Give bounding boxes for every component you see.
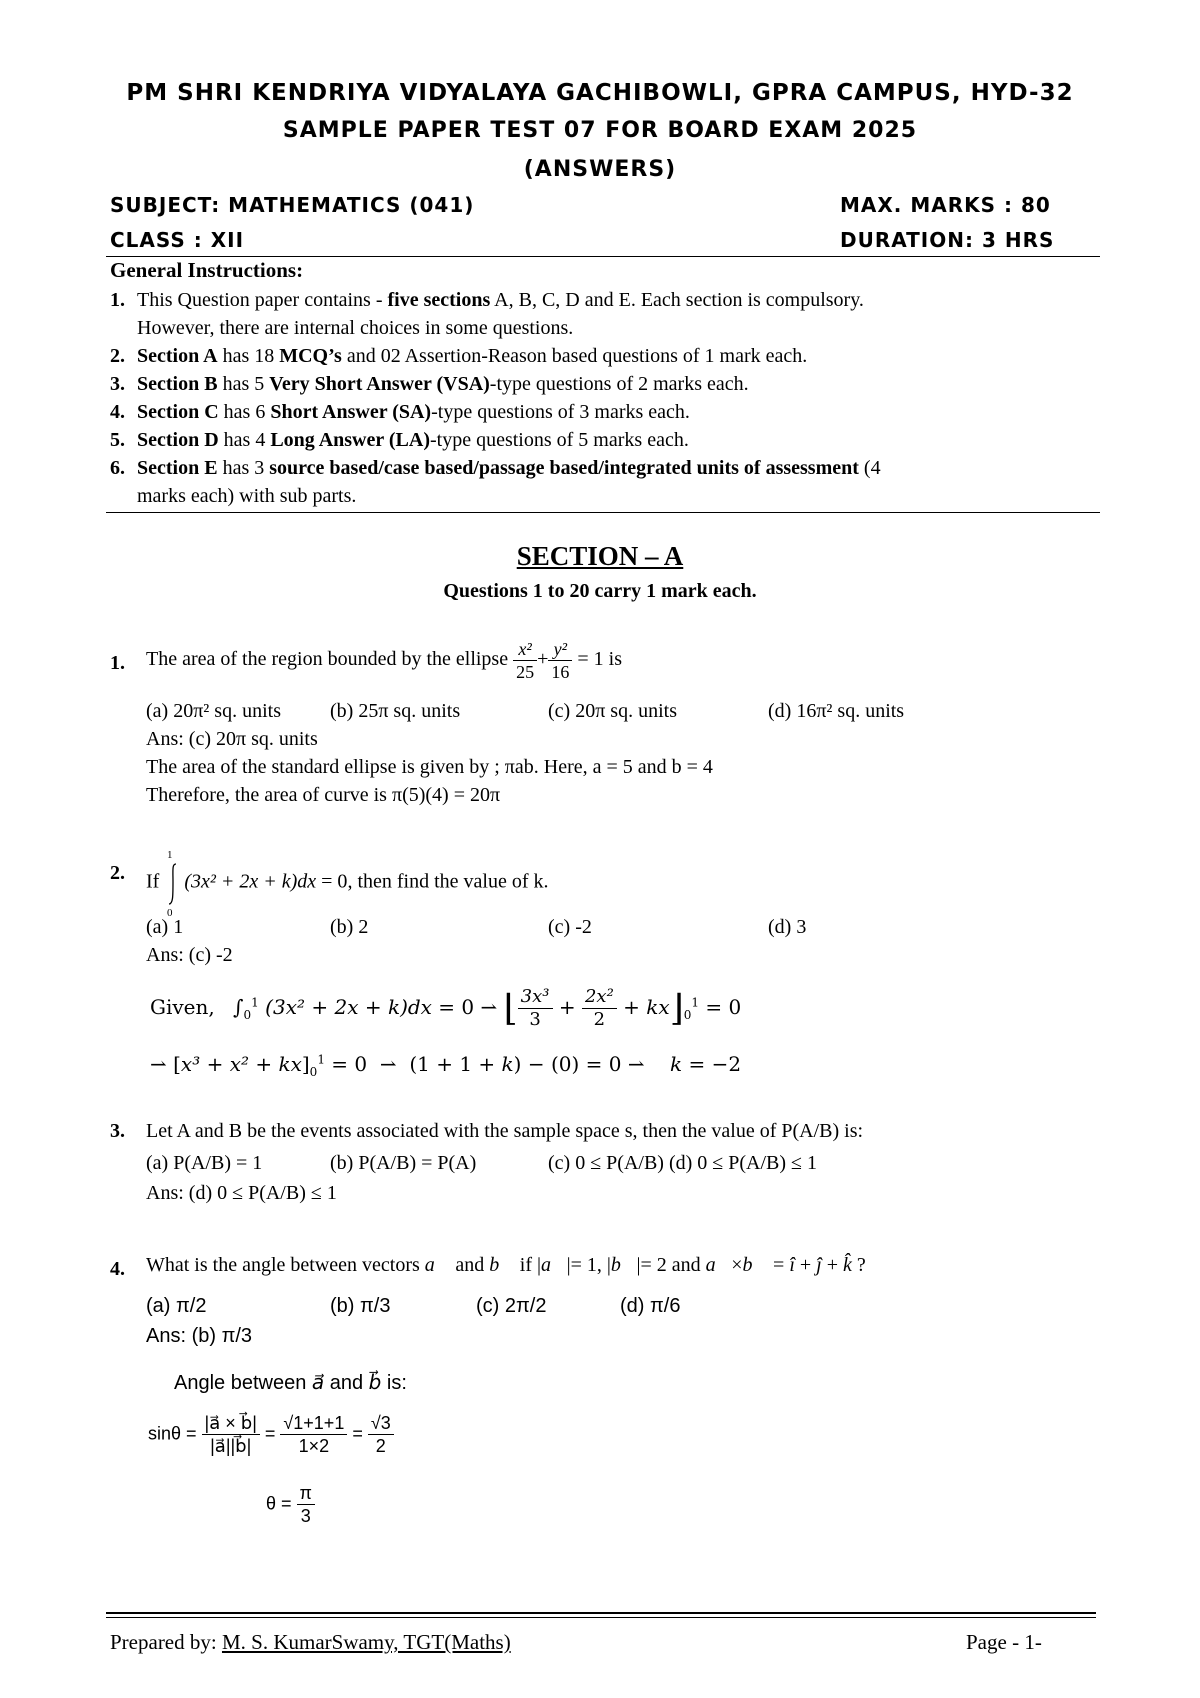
question-text: The area of the region bounded by the ellipse $\frac{\text{x²}}{25}$ + $\frac{\text{y²}}{16}$ = 1 is xyxy=(146,639,622,682)
answers-label: (ANSWERS) xyxy=(523,157,677,182)
svg-text:0: 0 xyxy=(167,907,173,918)
question-number: 2. xyxy=(110,862,125,884)
option: (a) P(A/B) = 1 xyxy=(146,1152,263,1174)
instructions-divider xyxy=(106,512,1100,513)
duration-label: DURATION: 3 HRS xyxy=(840,228,1055,252)
option: (b) π/3 xyxy=(330,1295,391,1317)
question-text: What is the angle between vectors a⃗ and b⃗ if |a⃗|= 1, |b⃗|= 2 and a⃗×b⃗ = î + ĵ + k̂ ? xyxy=(146,1254,866,1276)
footer-divider xyxy=(106,1617,1096,1618)
fraction: $\frac{\text{x²}}{25}$ xyxy=(513,638,537,683)
solution-equation: Given, $\int_0^1$ (3x² + 2x + k)dx = 0 ⇀ ⌊ $\frac{\text{3x³}}{3}$ + $\frac{\text{2x²}}{2}$ + $kx⌋_0^1 = 0$ xyxy=(150,986,742,1030)
prepared-by: Prepared by: M. S. KumarSwamy, TGT(Maths) xyxy=(110,1630,511,1654)
option: (a) π/2 xyxy=(146,1295,207,1317)
answer: Ans: (d) 0 ≤ P(A/B) ≤ 1 xyxy=(146,1182,337,1204)
option: (c) 0 ≤ P(A/B) (d) 0 ≤ P(A/B) ≤ 1 xyxy=(548,1152,818,1174)
section-subtitle: Questions 1 to 20 carry 1 mark each. xyxy=(443,580,757,602)
author-name: M. S. KumarSwamy, TGT(Maths) xyxy=(221,1630,511,1654)
solution-line: Angle between a⃗ and b⃗ is: xyxy=(174,1372,407,1394)
option: (c) 20π sq. units xyxy=(548,700,677,722)
instruction-item: 5. Section D has 4 Long Answer (LA)-type questions of 5 marks each. xyxy=(110,429,689,451)
solution-line: The area of the standard ellipse is given by ; πab. Here, a = 5 and b = 4 xyxy=(146,756,713,778)
option: (d) π/6 xyxy=(620,1295,681,1317)
answer: Ans: (b) π/3 xyxy=(146,1325,253,1347)
test-title: SAMPLE PAPER TEST 07 FOR BOARD EXAM 2025 xyxy=(282,118,918,143)
school-name: PM SHRI KENDRIYA VIDYALAYA GACHIBOWLI, GPRA CAMPUS, HYD-32 xyxy=(126,80,1074,106)
instructions-title: General Instructions: xyxy=(110,258,304,282)
option: (a) 1 xyxy=(146,916,184,938)
solution-line: Therefore, the area of curve is π(5)(4) = 20π xyxy=(146,784,501,806)
section-title: SECTION – A xyxy=(516,541,684,571)
page-number: Page - 1- xyxy=(966,1630,1042,1654)
integral-sign xyxy=(164,848,184,918)
class-label: CLASS : XII xyxy=(110,228,245,252)
instruction-item: 2. Section A has 18 MCQ’s and 02 Assertion-Reason based questions of 1 mark each. xyxy=(110,345,808,367)
option: (b) 2 xyxy=(330,916,369,938)
header-divider xyxy=(106,256,1100,257)
question-text: Let A and B be the events associated with the sample space s, then the value of P(A/B) is: xyxy=(146,1120,864,1142)
option: (d) 16π² sq. units xyxy=(768,700,905,722)
question-number: 1. xyxy=(110,652,125,674)
instruction-item: 3. Section B has 5 Very Short Answer (VSA)-type questions of 2 marks each. xyxy=(110,373,749,395)
answer: Ans: (c) 20π sq. units xyxy=(146,728,318,750)
instruction-item: 4. Section C has 6 Short Answer (SA)-type questions of 3 marks each. xyxy=(110,401,690,423)
solution-equation: θ = $\frac{\pi}{3}$ xyxy=(266,1482,315,1527)
footer-divider xyxy=(106,1612,1096,1614)
option: (c) 2π/2 xyxy=(476,1295,547,1317)
max-marks-label: MAX. MARKS : 80 xyxy=(840,193,1051,217)
option: (a) 20π² sq. units xyxy=(146,700,281,722)
fraction: $\frac{\text{y²}}{16}$ xyxy=(548,638,572,683)
question-number: 3. xyxy=(110,1120,125,1142)
instruction-item: 6. Section E has 3 source based/case based/passage based/integrated units of assessment (4 marks each) with sub parts. xyxy=(110,457,881,507)
subject-label: SUBJECT: MATHEMATICS (041) xyxy=(110,193,475,217)
question-number: 4. xyxy=(110,1258,125,1280)
solution-equation: ⇀ $[x^3 + x^2 + kx]_0^1 = 0$ ⇀ (1 + 1 + k) − (0) = 0 ⇀ k = −2 xyxy=(150,1052,742,1079)
option: (b) P(A/B) = P(A) xyxy=(330,1152,477,1174)
svg-text:1: 1 xyxy=(167,849,173,861)
instruction-item: 1. This Question paper contains - five sections A, B, C, D and E. Each section is compulsory. However, there are internal choices in some questions. xyxy=(110,289,864,339)
answer: Ans: (c) -2 xyxy=(146,944,233,966)
option: (c) -2 xyxy=(548,916,592,938)
question-text: If 1 0 (3x² + 2x + k)dx = 0, then find the value of k. xyxy=(146,849,549,918)
option: (d) 3 xyxy=(768,916,807,938)
solution-equation: sinθ = $\frac{|a⃗ \times b⃗|}{|a⃗||b⃗|}$ = $\frac{√1+1+1}{1\times 2}$ = $\frac{√3}{2}$ xyxy=(148,1412,394,1457)
option: (b) 25π sq. units xyxy=(330,700,461,722)
